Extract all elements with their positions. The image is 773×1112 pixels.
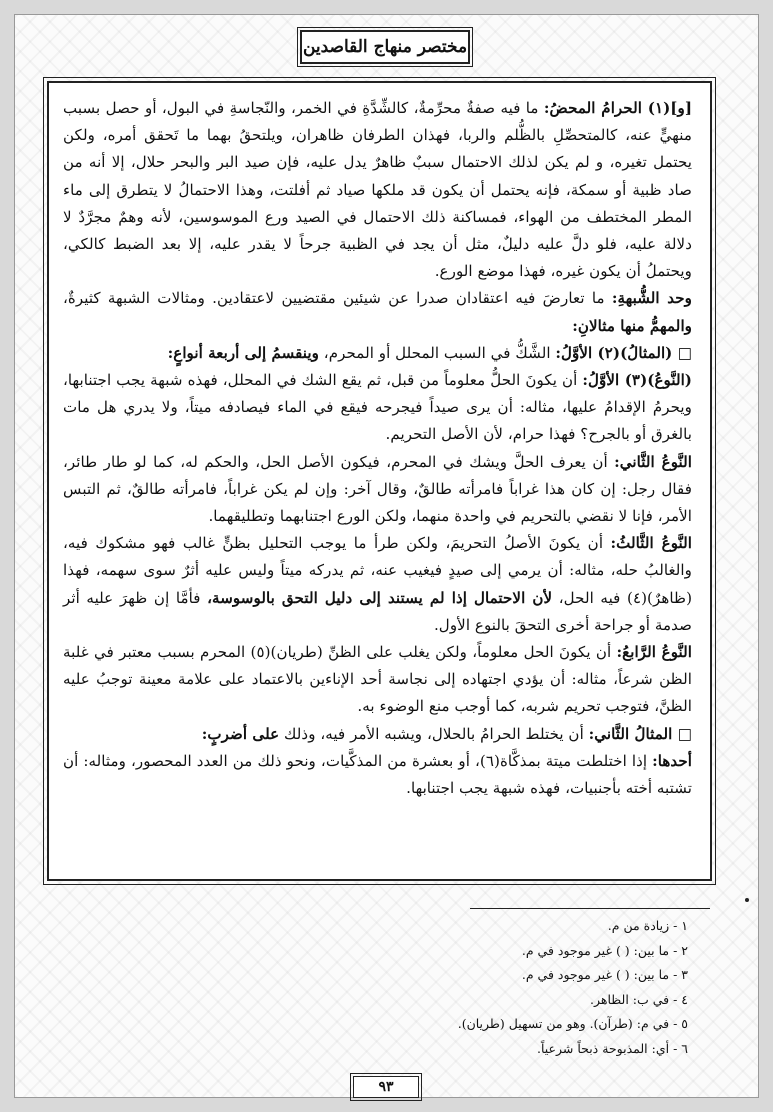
footnote-3: ٣ - ما بين: ( ) غير موجود في م. (521, 967, 688, 982)
paragraph-type-two: النَّوعُ الثَّاني: أن يعرف الحلَّ ويشك في المحرم، فيكون الأصل الحل، والحكم له، كما لو طار طائر، فقال رجل: إن كان هذا غراباً فامرأته طالقٌ، وقال آخر: وإن لم يكن غراباً، فامرأته طالقٌ، ثم التبس الأمر، فإنا لا نقضي بالتحريم في واحدة منهما، ولكن الورع اجتنابهما وتطليقهما. (63, 452, 692, 526)
footnotes (47, 906, 712, 1061)
body-text (49, 83, 710, 802)
page-number-box (353, 1076, 419, 1098)
main-text-frame (47, 81, 712, 881)
paragraph-second-example: □ المثالُ الثَّاني: أن يختلط الحرامُ بالحلال، ويشبه الأمر فيه، وذلك على أضربٍ: (201, 724, 692, 743)
footnote-6: ٦ - أي: المذبوحة ذبحاً شرعياً. (536, 1040, 688, 1056)
book-title-header (300, 30, 470, 64)
book-title: مختصر منهاج القاصدين (302, 37, 468, 57)
paragraph-first-kind: أحدها: إذا اختلطت ميتة بمذكَّاة(٦)، أو بعشرة من المذكَّيات، ونحو ذلك من العدد المحصور، ومثاله: أن تشتبه أخته بأجنبيات، فهذه شبهة يجب اجتنابها. (63, 751, 692, 798)
footnote-5: ٥ - في م: (طرآن). وهو من تسهيل (طريان). (457, 1016, 688, 1031)
paragraph-type-four: النَّوعُ الرَّابعُ: أن يكونَ الحل معلوماً، ولكن يغلب على الظنِّ (طريان)(٥) المحرم بسبب معتبر في غلبة الظن شرعاً، مثاله: أن يؤدي اجتهاده إلى نجاسة أحد الإناءين بالاعتماد على علامة معينة توجبُ عليه الظنَّ، فتوجب تحريم شربه، كما أوجب منع الوضوء به. (63, 643, 692, 716)
margin-dot (745, 898, 749, 902)
footnote-1: ١ - زيادة من م. (607, 918, 688, 933)
paragraph-type-one: (النَّوعُ)(٣) الأوَّلُ: أن يكونَ الحلُّ معلوماً من قبل، ثم يقع الشك في المحلل، فهذه شبهة يجب اجتنابها، ويحرمُ الإقدامُ عليها، مثاله: أن يرى صيداً فيجرحه فيقع في الماء فيصادفه ميتاً، ولا يدري هل مات بالغرق أو بالجرح؟ فهذا حرام، لأن الأصل التحريم. (63, 371, 692, 444)
footnote-2: ٢ - ما بين: ( ) غير موجود في م. (521, 942, 688, 958)
paragraph-type-three: النَّوعُ الثَّالثُ: أن يكونَ الأصلُ التحريمَ، ولكن طرأ ما يوجب التحليل بظنٍّ غالب فهو مشكوك فيه، والغالبُ حله، مثاله: أن يرمي إلى صيدٍ فيغيب عنه، ثم يدركه ميتاً وليس عليه أثرٌ سوى سهمه، فهذا (ظاهرٌ)(٤) فيه الحل، لأن الاحتمال إذا لم يستند إلى دليل التحق بالوسوسة، فأمَّا إن ظهرَ عليه أثر صدمة أو جراحة أخرى التحقَ بالنوع الأول. (63, 534, 693, 634)
paragraph-haram: [و](١) الحرامُ المحضُ: ما فيه صفةٌ محرِّمةٌ، كالشِّدَّةِ في الخمر، والنّجاسةِ في البول، أو حصل بسبب منهيٍّ عنه، كالمتحصِّلِ بالظُّلم والربا، فهذان الطرفان ظاهران، ويلتحقُ بهما ما تَحقق أمره، ولكن يحتمل تغيره، و لم يكن لذلك الاحتمال سببٌ ظاهرٌ يدل عليه، فإن صيد البر والبحر حلال، إلا أنه من صاد ظبية أو سمكة، فإنه يحتمل أن يكون قد ملكها صياد ثم أفلتت، وهذا الاحتمالُ لا يتطرق إلى ماء المطر المختطف من الهواء، فمساكنة ذلك الاحتمال في الصيد ورع الموسوسين، لأنه وهمٌ مجرَّدٌ لا دلالة عليه، فلو دلَّ عليه دليلٌ، مثل أن يجد في الظبية جرحاً لا يقدر عليه، إلا بعد الضبط كالكي، ويحتملُ أن يكون غيره، فهذا موضع الورع. (63, 99, 693, 281)
footnote-4: ٤ - في ب: الظاهر. (589, 991, 688, 1007)
paragraph-first-example: □ (المثالُ)(٢) الأوَّلُ: الشَّكُّ في السبب المحلل أو المحرم، وينقسمُ إلى أربعة أنواعٍ: (167, 343, 692, 362)
paragraph-shubha-definition: وحد الشُّبهةِ: ما تعارضَ فيه اعتقادان صدرا عن شيئين مقتضيين لاعتقادين. ومثالات الشبهة كثيرةٌ، والمهمُّ منها مثالانِ: (63, 289, 693, 335)
page-number: ٩٣ (378, 1079, 394, 1095)
